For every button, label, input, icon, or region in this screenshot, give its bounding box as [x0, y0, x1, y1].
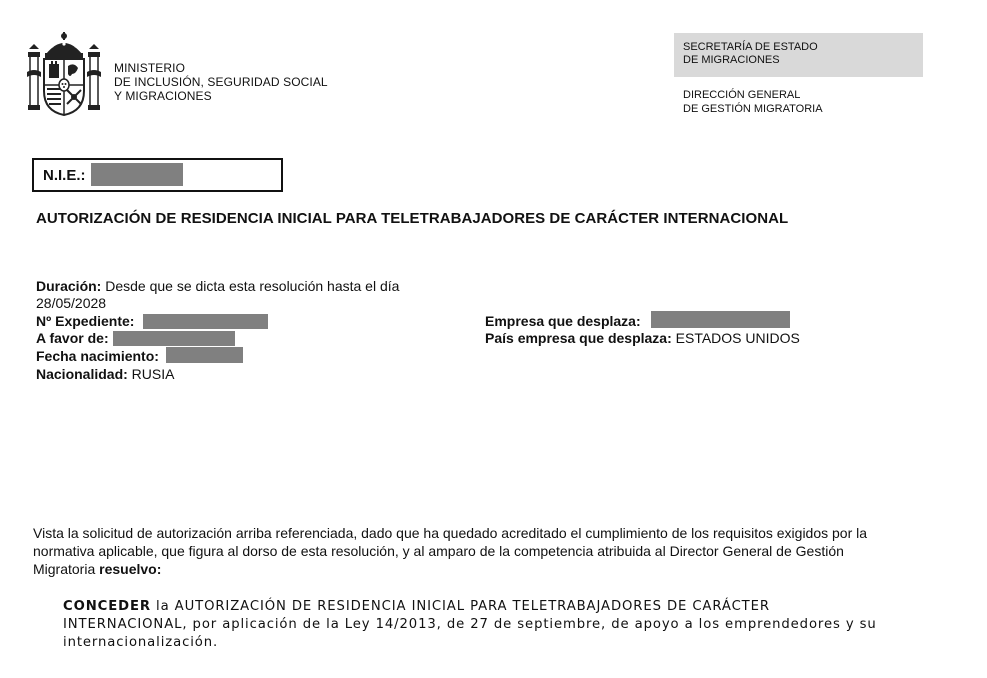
- direccion-line-1: DIRECCIÓN GENERAL: [683, 89, 801, 101]
- resolution-line-2: INTERNACIONAL, por aplicación de la Ley 14/2013, de 27 de septiembre, de apoyo a los emprendedores y su: [63, 617, 877, 632]
- resolution-line-3: internacionalización.: [63, 635, 219, 650]
- pais-empresa-value: ESTADOS UNIDOS: [671, 330, 800, 346]
- body-line-1: Vista la solicitud de autorización arriba referenciada, dado que ha quedado acreditado el cumplimiento de los requisitos exigidos por la: [33, 525, 868, 541]
- a-favor-redaction: [113, 331, 235, 346]
- body-line-3: [33, 560, 933, 578]
- pais-empresa-field: [485, 330, 800, 347]
- empresa-label: Empresa que desplaza:: [485, 313, 641, 329]
- direccion-general: [683, 88, 823, 116]
- nie-redaction: [91, 163, 183, 186]
- resolution-line-1: [63, 598, 877, 616]
- resuelvo-label: resuelvo:: [99, 561, 162, 577]
- nie-label: N.I.E.:: [43, 167, 86, 184]
- body-line-2: normativa aplicable, que figura al dorso de esta resolución, y al amparo de la competencia atribuida al Director General de Gestión: [33, 543, 844, 559]
- secretaria-box: [674, 33, 923, 77]
- a-favor-field: [36, 330, 109, 347]
- pais-empresa-label: País empresa que desplaza:: [485, 330, 672, 346]
- empresa-field: [485, 313, 641, 330]
- coat-of-arms-icon: [26, 32, 102, 116]
- duracion-field: [36, 278, 399, 295]
- empresa-redaction: [651, 311, 790, 328]
- expediente-label: Nº Expediente:: [36, 313, 135, 329]
- nacionalidad-field: [36, 366, 174, 383]
- duracion-value: Desde que se dicta esta resolución hasta el día: [101, 278, 400, 294]
- nacionalidad-label: Nacionalidad:: [36, 366, 128, 382]
- body-paragraph: [33, 524, 933, 578]
- ministry-line-1: MINISTERIO: [114, 61, 186, 75]
- body-line-3-start: Migratoria: [33, 561, 100, 577]
- secretaria-line-2: DE MIGRACIONES: [683, 54, 780, 66]
- ministry-line-3: Y MIGRACIONES: [114, 89, 212, 103]
- secretaria-line-1: SECRETARÍA DE ESTADO: [683, 41, 818, 53]
- fecha-nacimiento-redaction: [166, 347, 243, 363]
- duracion-label: Duración:: [36, 278, 102, 294]
- expediente-redaction: [143, 314, 268, 329]
- ministry-name: [114, 61, 328, 103]
- direccion-line-2: DE GESTIÓN MIGRATORIA: [683, 103, 823, 115]
- expediente-field: [36, 313, 134, 330]
- fecha-nacimiento-label: Fecha nacimiento:: [36, 348, 159, 364]
- resolution-paragraph: [63, 598, 877, 652]
- a-favor-label: A favor de:: [36, 330, 109, 346]
- duracion-date: 28/05/2028: [36, 295, 107, 311]
- resolution-line-1-rest: la AUTORIZACIÓN DE RESIDENCIA INICIAL PARA TELETRABAJADORES DE CARÁCTER: [150, 599, 770, 614]
- nie-box: [32, 158, 283, 192]
- ministry-line-2: DE INCLUSIÓN, SEGURIDAD SOCIAL: [114, 75, 328, 89]
- document-title: AUTORIZACIÓN DE RESIDENCIA INICIAL PARA TELETRABAJADORES DE CARÁCTER INTERNACIONAL: [36, 210, 789, 227]
- nacionalidad-value: RUSIA: [127, 366, 175, 382]
- resolution-verb: CONCEDER: [63, 599, 151, 614]
- fecha-nacimiento-field: [36, 348, 159, 365]
